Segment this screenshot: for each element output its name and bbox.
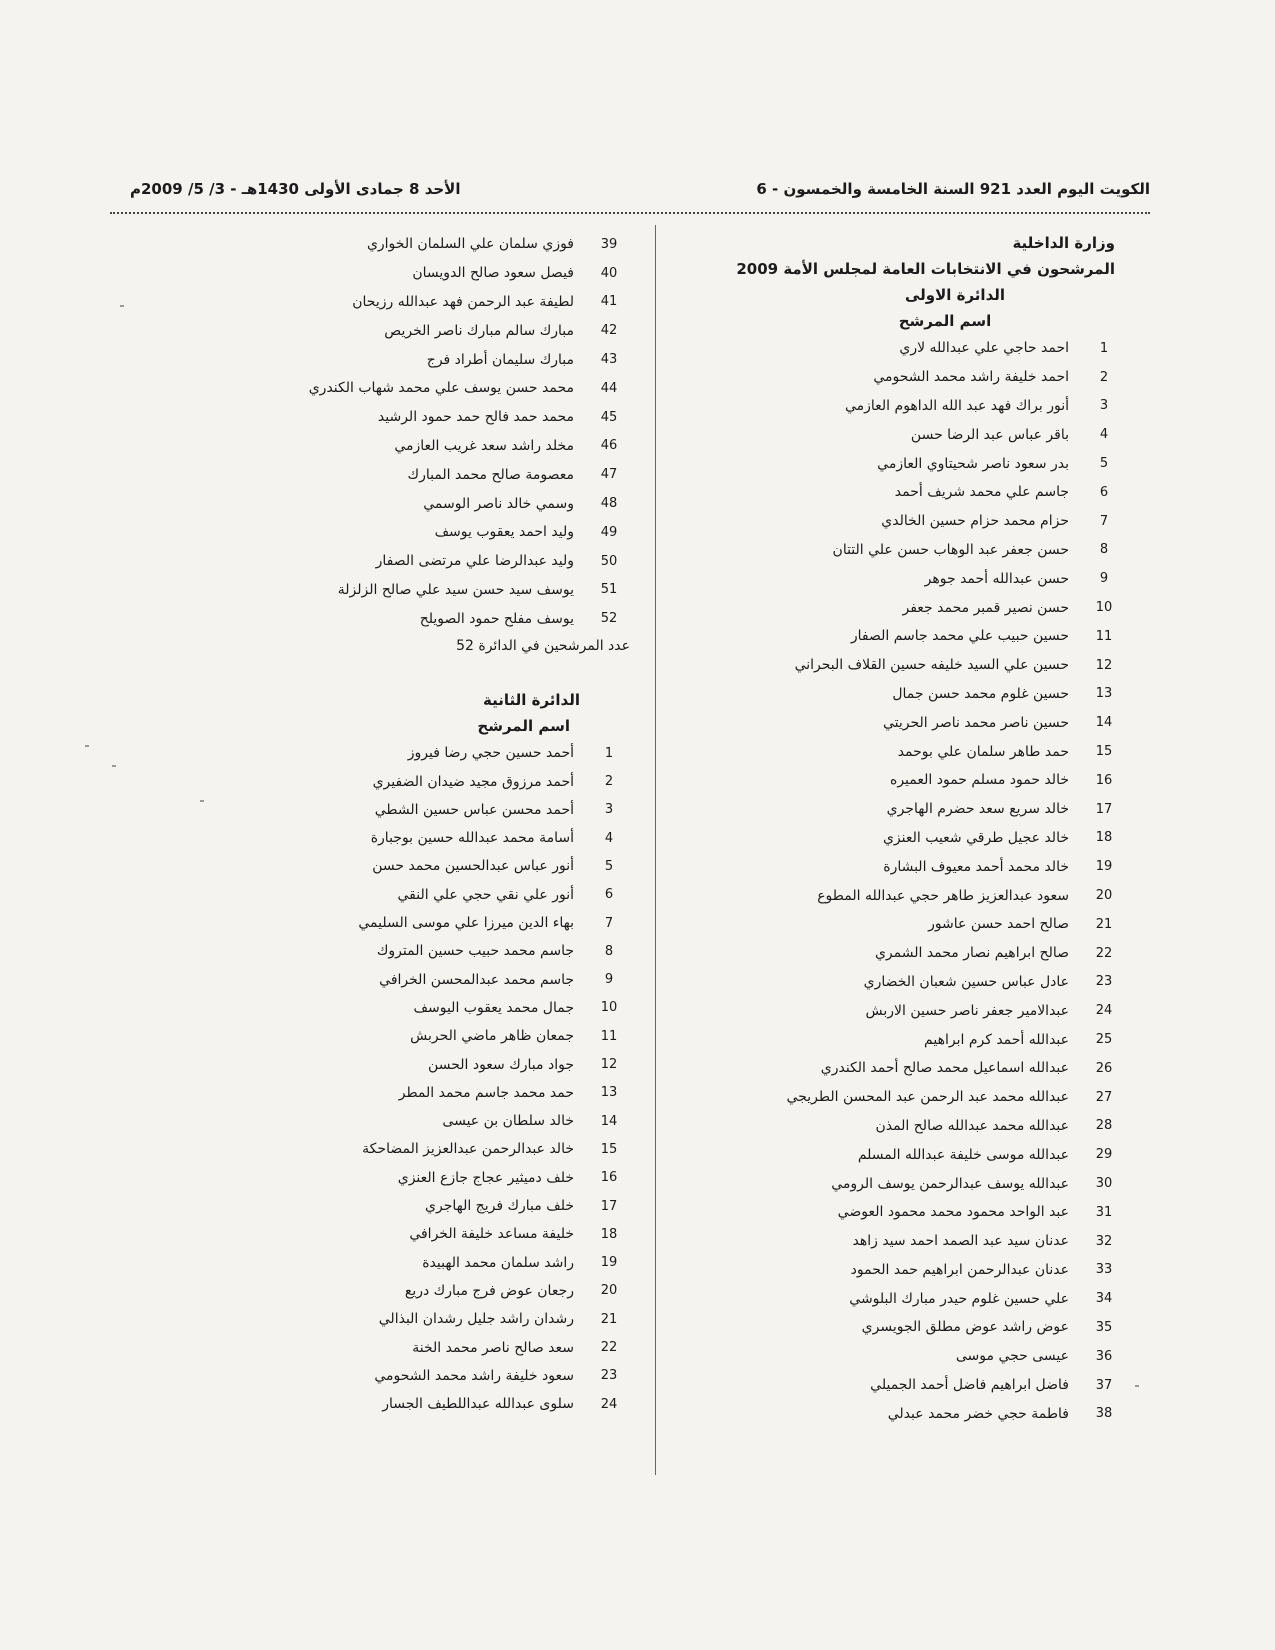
candidate-name: حسين ناصر محمد ناصر الحريتي [882,714,1069,731]
list-item [680,1227,1125,1256]
list-item [680,1371,1125,1400]
list-item [680,1083,1125,1112]
candidate-name: خالد محمد أحمد معيوف البشارة [883,858,1069,875]
candidate-name: عوض راشد عوض مطلق الجويسري [861,1319,1069,1336]
candidate-number: 47 [600,467,618,483]
candidate-name: خالد عجيل طرقي شعيب العنزي [882,829,1069,846]
candidate-name: خالد عبدالرحمن عبدالعزيز المضاحكة [362,1141,574,1158]
scan-speck [1135,1385,1139,1387]
candidate-name: جواد مبارك سعود الحسن [428,1056,574,1073]
scan-speck [85,745,89,747]
candidate-name: حزام محمد حزام حسين الخالدي [881,513,1069,530]
list-item [680,1025,1125,1054]
list-item [680,507,1125,536]
candidate-number: 36 [1095,1348,1113,1364]
candidate-name: حمد محمد جاسم محمد المطر [398,1084,574,1101]
candidate-number: 24 [600,1396,618,1412]
issue-date: الأحد 8 جمادى الأولى 1430هـ - 3/ 5/ 2009م [130,180,461,198]
list-item [680,1198,1125,1227]
list-item [680,852,1125,881]
candidate-number: 37 [1095,1377,1113,1393]
candidate-number: 11 [600,1028,618,1044]
candidate-name: حسن جعفر عبد الوهاب حسن علي التتان [832,541,1069,558]
candidate-number: 26 [1095,1060,1113,1076]
candidate-number: 43 [600,352,618,368]
candidate-number: 17 [1095,801,1113,817]
candidate-name: محمد حسن يوسف علي محمد شهاب الكندري [308,380,574,397]
list-item [680,1399,1125,1428]
candidate-name: علي حسين غلوم حيدر مبارك البلوشي [849,1290,1069,1307]
candidate-name: عبدالله اسماعيل محمد صالح أحمد الكندري [820,1060,1069,1077]
candidate-name: رشدان راشد جليل رشدان البذالي [378,1311,574,1328]
list-item [680,363,1125,392]
list-item [680,795,1125,824]
candidate-number: 48 [600,496,618,512]
candidate-number: 51 [600,582,618,598]
candidate-number: 27 [1095,1089,1113,1105]
candidate-number: 9 [1099,571,1109,587]
candidate-number: 4 [604,830,614,846]
list-item [680,449,1125,478]
list-item [190,1050,630,1078]
list-item [680,1284,1125,1313]
list-item [190,345,630,374]
candidate-list [680,334,1125,1428]
left-column [190,230,630,1418]
candidate-number: 11 [1095,628,1113,644]
candidate-number: 46 [600,438,618,454]
candidate-name: بدر سعود ناصر شحيتاوي العازمي [877,455,1069,472]
candidate-number: 7 [604,915,614,931]
candidate-name: حسين غلوم محمد حسن جمال [892,685,1069,702]
list-item [680,622,1125,651]
candidate-number: 14 [600,1113,618,1129]
candidate-number: 13 [1095,686,1113,702]
list-item [680,1256,1125,1285]
candidate-number: 32 [1095,1233,1113,1249]
list-item [190,432,630,461]
candidate-name: مبارك سليمان أطراد فرج [426,351,574,368]
candidate-name: راشد سلمان محمد الهبيدة [422,1254,574,1271]
list-item [190,739,630,767]
candidate-name: مبارك سالم مبارك ناصر الخريص [384,322,574,339]
list-item [680,420,1125,449]
candidate-number: 1 [604,745,614,761]
candidate-number: 45 [600,409,618,425]
list-item [190,1362,630,1390]
list-item [190,1277,630,1305]
candidate-name: عبدالله يوسف عبدالرحمن يوسف الرومي [831,1175,1069,1192]
page-header [110,180,1150,204]
list-item [190,909,630,937]
candidate-number: 16 [1095,772,1113,788]
candidate-number: 5 [604,858,614,874]
list-item [190,1192,630,1220]
list-item [680,737,1125,766]
candidate-name: وليد عبدالرضا علي مرتضى الصفار [375,553,574,570]
candidate-number: 1 [1099,340,1109,356]
candidate-number: 31 [1095,1204,1113,1220]
candidate-number: 14 [1095,715,1113,731]
list-item [190,1390,630,1418]
list-item [680,334,1125,363]
candidate-number: 20 [600,1283,618,1299]
scan-speck [120,305,124,307]
candidate-number: 3 [1099,398,1109,414]
list-item [680,564,1125,593]
list-item [190,767,630,795]
list-item [680,968,1125,997]
candidate-number: 23 [600,1368,618,1384]
candidate-name: فوزي سلمان علي السلمان الخواري [366,236,574,253]
list-item [190,403,630,432]
candidate-name: صالح احمد حسن عاشور [928,916,1069,933]
list-item [680,651,1125,680]
candidate-number: 34 [1095,1291,1113,1307]
candidate-name: يوسف مفلح حمود الصويلح [419,610,574,627]
candidate-number: 10 [1095,600,1113,616]
list-item [190,288,630,317]
list-item [190,937,630,965]
candidate-name: جمعان ظاهر ماضي الحربش [410,1028,574,1045]
candidate-number: 17 [600,1198,618,1214]
candidate-name: عبدالله محمد عبدالله صالح المذن [875,1117,1069,1134]
list-item [680,881,1125,910]
candidate-name: احمد خليفة راشد محمد الشحومي [873,369,1069,386]
district-heading: الدائرة الاولى [904,286,1006,304]
candidate-number: 21 [1095,916,1113,932]
list-item [680,1169,1125,1198]
list-item [680,478,1125,507]
candidate-number: 28 [1095,1118,1113,1134]
list-item [680,939,1125,968]
candidate-number: 15 [600,1141,618,1157]
list-item [190,1249,630,1277]
candidate-name: أنور براك فهد عبد الله الداهوم العازمي [844,397,1069,414]
candidate-name: سعود خليفة راشد محمد الشحومي [374,1367,574,1384]
list-item [190,230,630,259]
candidate-name: حسين علي السيد خليفه حسين القلاف البحراني [794,657,1069,674]
candidate-number: 33 [1095,1262,1113,1278]
list-item [680,680,1125,709]
candidate-name: أنور علي نقي حجي علي النقي [397,886,574,903]
candidate-name: فاطمة حجي خضر محمد عبدلي [887,1405,1069,1422]
candidate-name: خالد حمود مسلم حمود العميره [890,772,1069,789]
candidate-number: 24 [1095,1003,1113,1019]
candidate-name: معصومة صالح محمد المبارك [407,466,574,483]
candidate-count: عدد المرشحين في الدائرة 52 [456,638,630,655]
list-item [190,547,630,576]
candidate-number: 38 [1095,1406,1113,1422]
candidate-number: 29 [1095,1147,1113,1163]
list-item [680,824,1125,853]
column-header: اسم المرشح [898,312,992,330]
candidate-name: أحمد مرزوق مجيد ضيدان الضفيري [372,773,574,790]
list-item [190,852,630,880]
candidate-name: عدنان عبدالرحمن ابراهيم حمد الحمود [850,1261,1069,1278]
candidate-name: عبد الواحد محمود محمد محمود العوضي [837,1204,1069,1221]
candidate-list [190,739,630,1418]
candidate-number: 18 [600,1226,618,1242]
candidate-name: جاسم محمد حبيب حسين المتروك [376,943,574,960]
page-title: المرشحون في الانتخابات العامة لمجلس الأمة 2009 [736,260,1115,278]
list-item [190,460,630,489]
candidate-name: باقر عباس عبد الرضا حسن [910,426,1069,443]
candidate-name: يوسف سيد حسن سيد علي صالح الزلزلة [337,581,574,598]
list-item [680,392,1125,421]
candidate-number: 19 [1095,859,1113,875]
candidate-name: لطيفة عبد الرحمن فهد عبدالله رزيحان [352,293,574,310]
candidate-number: 8 [1099,542,1109,558]
candidate-name: خلف دميثير عجاج جازع العنزي [397,1169,574,1186]
candidate-number: 50 [600,553,618,569]
column-header: اسم المرشح [477,717,570,736]
candidate-name: فيصل سعود صالح الدويسان [412,265,574,282]
candidate-number: 40 [600,265,618,281]
candidate-number: 42 [600,323,618,339]
candidate-number: 49 [600,524,618,540]
candidate-name: محمد حمد فالح حمد حمود الرشيد [377,409,574,426]
candidate-number: 10 [600,1000,618,1016]
candidate-number: 12 [1095,657,1113,673]
candidate-name: عدنان سيد عبد الصمد احمد سيد زاهد [852,1233,1069,1250]
list-item [680,1342,1125,1371]
candidate-name: خالد سلطان بن عيسى [442,1113,574,1130]
candidate-name: رجعان عوض فرج مبارك دريع [404,1282,574,1299]
candidate-name: حسن عبدالله أحمد جوهر [924,570,1069,587]
list-item [190,1079,630,1107]
list-item [680,910,1125,939]
candidate-number: 6 [1099,484,1109,500]
column-divider [655,225,656,1475]
list-item [190,316,630,345]
list-item [190,1022,630,1050]
issue-info: الكويت اليوم العدد 921 السنة الخامسة والخمسون - 6 [756,180,1150,198]
candidate-number: 8 [604,943,614,959]
candidate-name: عادل عباس حسين شعبان الخضاري [863,973,1069,990]
candidate-name: أنور عباس عبدالحسين محمد حسن [372,858,574,875]
candidate-name: سلوى عبدالله عبداللطيف الجسار [382,1396,574,1413]
scan-speck [112,765,116,767]
candidate-number: 44 [600,380,618,396]
candidate-number: 18 [1095,830,1113,846]
candidate-number: 2 [1099,369,1109,385]
candidate-name: حمد طاهر سلمان علي بوحمد [897,743,1069,760]
candidate-name: صالح ابراهيم نصار محمد الشمري [874,945,1069,962]
list-item [190,881,630,909]
list-item [680,1140,1125,1169]
candidate-name: جمال محمد يعقوب اليوسف [413,999,574,1016]
list-item [680,593,1125,622]
candidate-name: احمد حاجي علي عبدالله لاري [899,340,1069,357]
list-item [680,1112,1125,1141]
candidate-name: جاسم محمد عبدالمحسن الخرافي [379,971,574,988]
candidate-name: عبدالله موسى خليفة عبدالله المسلم [857,1146,1069,1163]
candidate-list-continued [190,230,630,633]
list-item [190,374,630,403]
list-item [680,766,1125,795]
list-item [680,708,1125,737]
list-item [190,576,630,605]
candidate-name: حسين حبيب علي محمد جاسم الصفار [850,628,1069,645]
candidate-number: 3 [604,802,614,818]
candidate-name: جاسم علي محمد شريف أحمد [894,484,1069,501]
list-item [190,824,630,852]
list-item [190,994,630,1022]
list-item [190,604,630,633]
candidate-number: 19 [600,1255,618,1271]
candidate-name: أحمد حسين حجي رضا فيروز [407,745,574,762]
candidate-number: 23 [1095,974,1113,990]
candidate-name: مخلد راشد سعد غريب العازمي [394,437,574,454]
candidate-name: حسن نصير قمبر محمد جعفر [902,599,1069,616]
candidate-number: 30 [1095,1176,1113,1191]
candidate-number: 39 [600,236,618,252]
ministry-heading: وزارة الداخلية [1012,234,1115,252]
candidate-name: عيسى حجي موسى [955,1348,1069,1365]
list-item [190,259,630,288]
list-item [190,796,630,824]
list-item [190,1164,630,1192]
candidate-number: 2 [604,774,614,790]
candidate-name: سعود عبدالعزيز طاهر حجي عبدالله المطوع [817,887,1069,904]
candidate-number: 6 [604,887,614,903]
list-item [680,1054,1125,1083]
header-divider [110,212,1150,214]
right-column [680,230,1125,1428]
candidate-number: 25 [1095,1032,1113,1048]
candidate-number: 15 [1095,744,1113,760]
candidate-name: سعد صالح ناصر محمد الخنة [412,1339,574,1356]
candidate-name: وليد احمد يعقوب يوسف [434,524,574,541]
list-item [190,1135,630,1163]
list-item [190,966,630,994]
list-item [680,536,1125,565]
list-item [680,1313,1125,1342]
candidate-name: عبدالامير جعفر ناصر حسين الاربش [865,1002,1069,1019]
list-item [190,1220,630,1248]
candidate-name: أحمد محسن عباس حسين الشطي [374,801,574,818]
candidate-number: 7 [1099,513,1109,529]
candidate-name: عبدالله محمد عبد الرحمن عبد المحسن الطريجي [786,1089,1069,1106]
candidate-name: بهاء الدين ميرزا علي موسى السليمي [358,915,574,932]
district-heading: الدائرة الثانية [482,691,580,710]
candidate-number: 21 [600,1311,618,1327]
candidate-name: خالد سريع سعد حضرم الهاجري [886,801,1069,818]
list-item [190,1333,630,1361]
candidate-number: 22 [1095,945,1113,961]
list-item [190,1305,630,1333]
candidate-number: 35 [1095,1319,1113,1335]
candidate-number: 13 [600,1085,618,1101]
candidate-number: 5 [1099,456,1109,472]
candidate-number: 20 [1095,888,1113,904]
list-item [190,489,630,518]
candidate-number: 41 [600,294,618,310]
candidate-name: عبدالله أحمد كرم ابراهيم [924,1031,1069,1048]
candidate-name: خليفة مساعد خليفة الخرافي [409,1226,574,1243]
candidate-name: خلف مبارك فريج الهاجري [425,1198,574,1215]
list-item [190,518,630,547]
candidate-number: 12 [600,1057,618,1073]
candidate-number: 22 [600,1340,618,1356]
candidate-name: أسامة محمد عبدالله حسين بوجبارة [370,830,574,847]
list-item [190,1107,630,1135]
candidate-name: وسمي خالد ناصر الوسمي [423,495,574,512]
candidate-number: 16 [600,1170,618,1186]
scan-speck [200,800,204,802]
candidate-number: 52 [600,611,618,627]
candidate-number: 9 [604,972,614,988]
candidate-name: فاضل ابراهيم فاضل أحمد الجميلي [870,1377,1069,1394]
list-item [680,996,1125,1025]
candidate-number: 4 [1099,427,1109,443]
